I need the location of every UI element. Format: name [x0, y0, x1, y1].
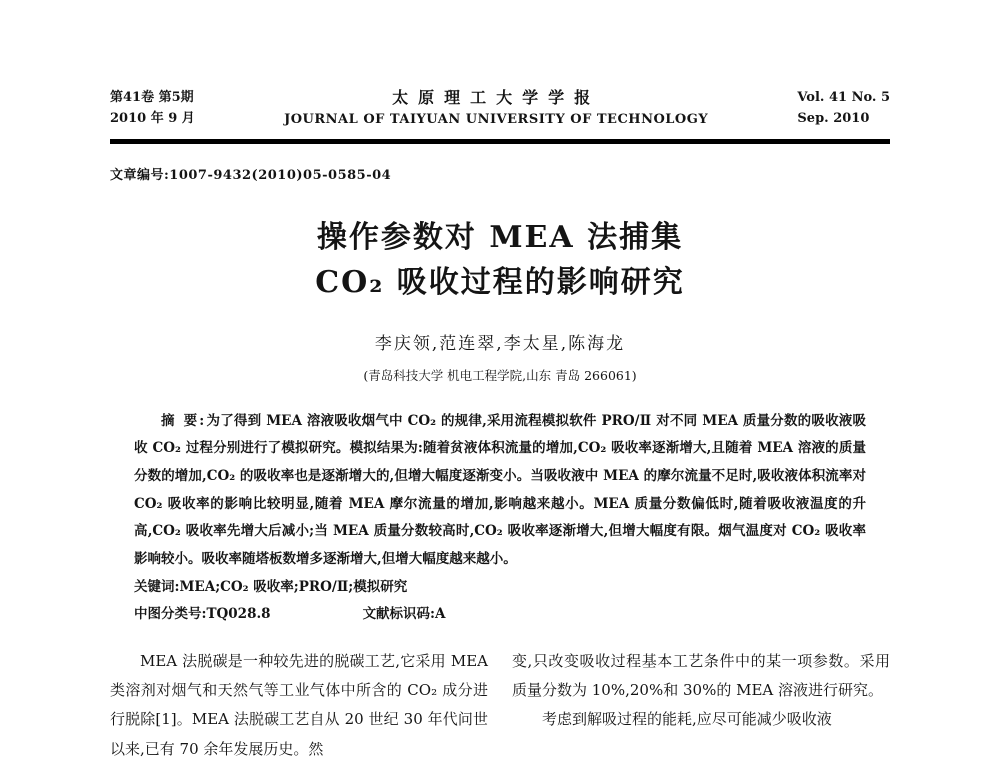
volume-issue: 第41卷 第5期	[110, 89, 194, 105]
classification-line	[110, 601, 890, 629]
affiliation: (青岛科技大学 机电工程学院,山东 青岛 266061)	[363, 367, 637, 383]
authors: 李庆领,范连翠,李太星,陈海龙	[374, 333, 626, 354]
clc-number: 中图分类号:TQ028.8	[134, 606, 271, 623]
issue-info	[110, 87, 195, 130]
issue-date-en: Sep. 2010	[797, 111, 870, 127]
journal-title-block	[195, 86, 798, 130]
paper-title-line2: CO₂ 吸收过程的影响研究	[315, 264, 685, 300]
body-paragraph: 变,只改变吸收过程基本工艺条件中的某一项参数。采用质量分数为 10%,20%和 30%的 MEA 溶液进行研究。	[512, 651, 890, 700]
abstract-text: 为了得到 MEA 溶液吸收烟气中 CO₂ 的规律,采用流程模拟软件 PRO/Ⅱ 对不同 MEA 质量分数的吸收液吸收 CO₂ 过程分别进行了模拟研究。模拟结果为:随着贫液体积流量的增加,CO₂ 吸收率逐渐增大,且随着 MEA 溶液的质量分数的增加,CO₂ 的吸收率也是逐渐增大的,但增大幅度逐渐变小。当吸收液中 MEA 的摩尔流量不足时,吸收液体积流率对 CO₂ 吸收率的影响比较明显,随着 MEA 摩尔流量的增加,影响越来越小。MEA 质量分数偏低时,随着吸收液温度的升高,CO₂ 吸收率先增大后减小;当 MEA 质量分数较高时,CO₂ 吸收率逐渐增大,但增大幅度有限。烟气温度对 CO₂ 吸收率影响较小。吸收率随塔板数增多逐渐增大,但增大幅度越来越小。	[134, 412, 866, 567]
volume-number-en: Vol. 41 No. 5	[797, 89, 890, 105]
journal-title-cn: 太原理工大学学报	[392, 88, 601, 107]
header-rule	[110, 139, 890, 144]
body-columns	[110, 647, 890, 760]
right-column	[512, 647, 890, 760]
body-paragraph: MEA 法脱碳是一种较先进的脱碳工艺,它采用 MEA 类溶剂对烟气和天然气等工业气体中所含的 CO₂ 成分进行脱除[1]。MEA 法脱碳工艺自从 20 世纪 30 年代问世以来,已有 70 余年发展历史。然	[110, 651, 488, 758]
body-paragraph: 考虑到解吸过程的能耗,应尽可能减少吸收液	[542, 710, 832, 729]
abstract	[110, 408, 890, 574]
journal-header	[110, 86, 890, 130]
issue-date-cn: 2010 年 9 月	[110, 111, 195, 127]
document-code: 文献标识码:A	[362, 606, 446, 623]
keywords: 关键词:MEA;CO₂ 吸收率;PRO/Ⅱ;模拟研究	[134, 578, 408, 595]
abstract-label: 摘 要:	[161, 412, 207, 429]
journal-title-en: JOURNAL OF TAIYUAN UNIVERSITY OF TECHNOLOGY	[284, 112, 709, 127]
article-id: 文章编号:1007-9432(2010)05-0585-04	[110, 167, 392, 183]
volume-info-en	[797, 87, 890, 130]
paper-title-line1: 操作参数对 MEA 法捕集	[316, 219, 684, 255]
paper-title	[110, 215, 890, 305]
left-column	[110, 647, 488, 760]
